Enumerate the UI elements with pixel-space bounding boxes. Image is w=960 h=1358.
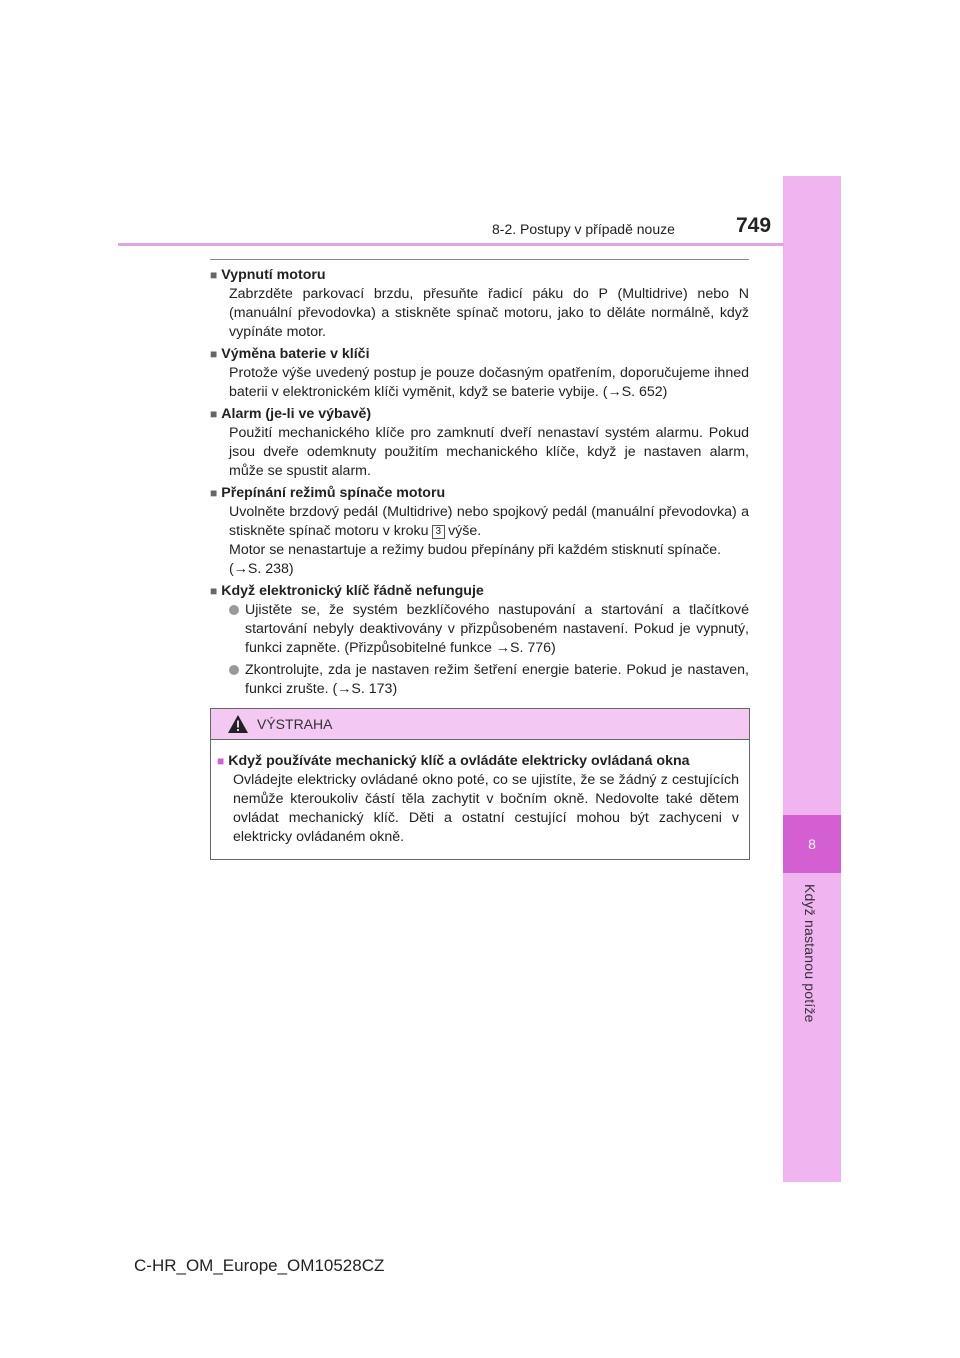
item-body-text: výše.	[448, 523, 482, 539]
warning-header	[211, 709, 749, 740]
item-title: Vypnutí motoru	[221, 267, 326, 283]
square-bullet-icon: ■	[210, 486, 218, 500]
circle-bullet-icon	[229, 605, 239, 615]
item-mode-switching	[210, 484, 749, 579]
header-divider	[118, 243, 784, 246]
warning-label: VÝSTRAHA	[257, 716, 333, 732]
main-content	[210, 266, 749, 702]
item-alarm	[210, 405, 749, 481]
item-body-text: (→S. 238)	[229, 561, 294, 577]
chapter-side-tab	[783, 176, 841, 1182]
item-title: Přepínání režimů spínače motoru	[221, 485, 446, 501]
square-bullet-icon: ■	[210, 268, 218, 282]
square-bullet-icon: ■	[210, 407, 218, 421]
square-bullet-icon: ■	[210, 584, 218, 598]
item-body: Použití mechanického klíče pro zamknutí dveří nenastaví systém alarmu. Pokud jsou dveře odemknuty použitím mechanického klíče, když je nastaven alarm, může se spustit alarm.	[229, 425, 749, 479]
warning-box	[210, 708, 750, 860]
item-title: Alarm (je-li ve výbavě)	[221, 406, 372, 422]
list-item	[229, 661, 749, 699]
item-battery-replacement	[210, 345, 749, 402]
footer-doc-id: C-HR_OM_Europe_OM10528CZ	[134, 1256, 385, 1275]
page-number: 749	[736, 214, 772, 237]
list-item-text: Zkontrolujte, zda je nastaven režim šetření energie baterie. Pokud je nastaven, funkci zrušte. (→S. 173)	[245, 662, 749, 697]
item-title: Když elektronický klíč řádně nefunguje	[221, 583, 484, 599]
item-engine-off	[210, 266, 749, 342]
warning-triangle-icon	[227, 714, 249, 734]
warning-title: Když používáte mechanický klíč a ovládáte elektricky ovládaná okna	[228, 753, 690, 769]
content-divider	[210, 259, 749, 260]
item-body	[229, 503, 749, 579]
section-title: 8-2. Postupy v případě nouze	[492, 221, 675, 237]
list-item-text: Ujistěte se, že systém bezklíčového nastupování a startování a tlačítkové startování nebyly deaktivovány v přizpůsobeném nastavení. Pokud je vypnutý, funkci zapněte. (Přizpůsobitelné funkce →S. 776)	[245, 602, 749, 656]
item-body: Zabrzděte parkovací brzdu, přesuňte řadicí páku do P (Multidrive) nebo N (manuální převodovka) a stiskněte spínač motoru, jako to děláte normálně, když vypínáte motor.	[229, 286, 749, 340]
step-reference: 3	[432, 525, 446, 539]
warning-text: Ovládejte elektricky ovládané okno poté, co se ujistíte, že se žádný z cestujících nemůže kteroukoliv částí těla zachytit v bočním okně. Nedovolte také dětem ovládat mechanický klíč. Děti a ostatní cestující mohou být zachyceni v elektricky ovládaném okně.	[233, 772, 739, 845]
item-key-malfunction	[210, 582, 749, 699]
list-item	[229, 601, 749, 658]
chapter-label: Když nastanou potíže	[802, 884, 818, 1023]
item-title: Výměna baterie v klíči	[221, 346, 370, 362]
chapter-number: 8	[783, 815, 841, 873]
circle-bullet-icon	[229, 665, 239, 675]
warning-body	[211, 740, 749, 847]
item-body: Protože výše uvedený postup je pouze dočasným opatřením, doporučujeme ihned baterii v elektronickém klíči vyměnit, když se baterie vybije. (→S. 652)	[229, 365, 749, 400]
square-bullet-icon: ■	[210, 347, 218, 361]
square-bullet-icon: ■	[217, 754, 225, 768]
item-body-text: Motor se nenastartuje a režimy budou přepínány při každém stisknutí spínače.	[229, 542, 722, 558]
item-body-text: Uvolněte brzdový pedál (Multidrive) nebo spojkový pedál (manuální převodovka) a stiskněte spínač motoru v kroku	[229, 504, 749, 539]
